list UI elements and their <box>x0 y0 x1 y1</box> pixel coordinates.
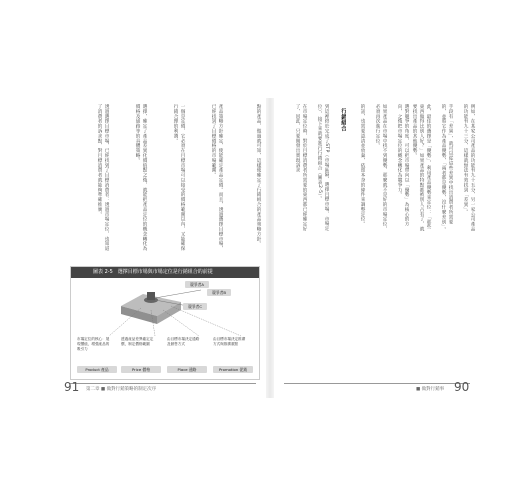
figure-2-5 <box>70 266 260 380</box>
running-footer: ■ 做對行銷事 <box>416 387 445 392</box>
paragraph: 選擇，確定了產品差異化價值點之後，就能把產品定位的概念轉化為價格及通路等的具體策略。 <box>135 104 147 251</box>
page-number: 90 <box>454 380 470 394</box>
paragraph: 產品策略方針確定，使能確定產品定價。而且，透過選擇目標市場，已經找到了目標價格的市場範圍。 <box>211 104 223 251</box>
paragraph: 選對競爭的角度，可以把市場帶向以「優勢」為核心的方向，之後把市場定位的概念轉化為競爭力。 <box>397 104 409 227</box>
product-label: Product 產品 <box>77 366 117 373</box>
footer-rule <box>284 383 470 384</box>
footer-rule <box>70 383 256 384</box>
place-label: Place 通路 <box>167 366 207 373</box>
paragraph: 一個是定價，它必須在目標市場可以接受的價格範圍以內，又能確保行銷合理的利潤。 <box>173 104 185 251</box>
book-spread <box>60 98 480 398</box>
competitor-c-label: 競爭者C <box>183 303 207 310</box>
figure-note: 市場定位的核心：展現價值，增強產品的吸引力 <box>77 337 110 351</box>
competitor-b-label: 競爭者B <box>207 289 231 296</box>
figure-note: 透過產品差異確定定價，制定價格範圍 <box>121 337 154 346</box>
paragraph: 的話，也需要認清並放棄，依照本身的條件來調整定位。 <box>360 104 365 227</box>
paragraph: 在市場定位時，對於目標消費者所需要的東西都已經確定好了，因此，只要開發出實現訴求 <box>295 104 307 232</box>
figure-title-bar <box>71 267 259 278</box>
leader-line <box>155 290 201 298</box>
target-block <box>147 292 155 300</box>
connector-line <box>171 306 241 336</box>
paragraph: 點的產品，做過就可知，這樣便確定了行銷組合的產品策略方針。 <box>256 104 261 247</box>
paragraph: 如果產品在市場中找不到優勢，那麼就不是好的市場定位，必須再次進行定位。 <box>375 104 387 232</box>
price-label: Price 價格 <box>121 366 161 373</box>
figure-title: 圖表 2-5 選擇目標市場與市場定位是行銷組合的前提 <box>93 269 213 275</box>
competitor-a-label: 競爭者A <box>185 281 209 288</box>
left-page <box>60 98 266 398</box>
promotion-label: Promotion 促銷 <box>213 366 253 373</box>
book-gutter <box>266 98 274 398</box>
paragraph: 到這裡終於完成了STP（市場區隔、選擇目標市場、市場定位），接下來就要進行行銷組合（圖表2-5）。 <box>317 104 329 231</box>
paragraph: 此，最佳的選擇是「優勢」，利用產品優勢來定位：「那些東西做得比別人好？」如果產品的特點都被別人占有了，就要找出產品的其他優勢。 <box>412 104 431 232</box>
paragraph: 透過選擇目標市場，已經找到了目標消費者：透過市場定位，也知道了消費者的訴求點，對目標消費者就能夠準確推廣。 <box>97 104 109 251</box>
section-heading: 行銷組合 <box>340 108 346 132</box>
figure-note: 由目標市場決定推廣方式與推廣重點 <box>213 337 246 346</box>
paragraph: 手段有「差異」，就可以從這些差異中找出消費者所需要的，並將它作為產品優勢，「兩者都是優勢，沒什麼差別」。 <box>441 104 453 232</box>
right-page <box>274 98 480 398</box>
running-footer: 第二章 ■ 做對行銷策略的制定次序 <box>86 387 157 392</box>
page-number: 91 <box>64 380 80 394</box>
paragraph: 例如，在某家公司產品的功能有九十五分，另一家公司產品的功能有九十三分，這樣就無法有效找到「差異」。 <box>463 104 475 232</box>
figure-note: 由目標市場決定通路及銷售方式 <box>167 337 200 346</box>
